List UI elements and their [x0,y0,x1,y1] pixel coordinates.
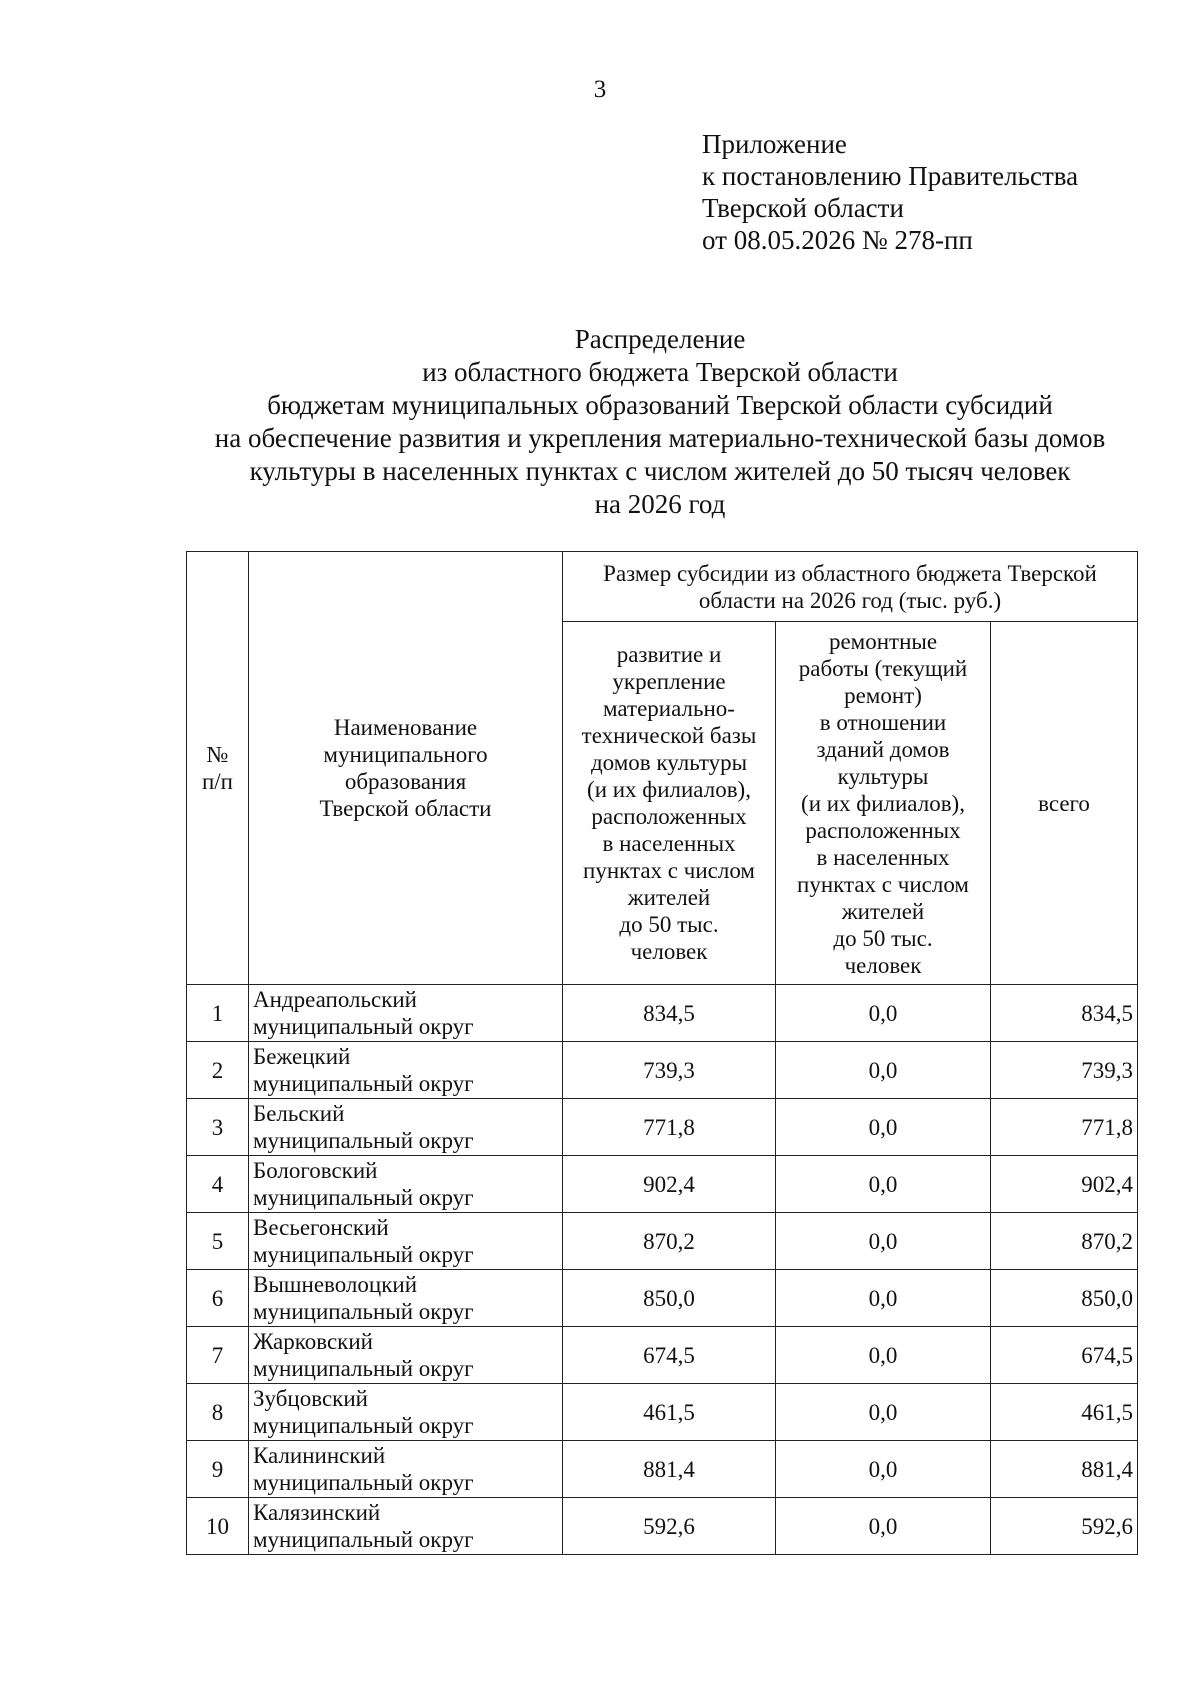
total-amount: 461,5 [991,1384,1138,1441]
repair-amount: 0,0 [776,985,991,1042]
table-row [187,1327,1138,1384]
development-amount: 902,4 [563,1156,776,1213]
repair-amount: 0,0 [776,1498,991,1555]
development-amount: 592,6 [563,1498,776,1555]
header-development: развитие и укрепление материально- технической базы домов культуры (и их филиалов), расположенных в населенных пунктах с числом жителей до 50 тыс. человек [563,622,776,985]
total-amount: 902,4 [991,1156,1138,1213]
appendix-line: от 08.05.2026 № 278-пп [702,225,973,255]
row-number: 4 [187,1156,249,1213]
row-number: 8 [187,1384,249,1441]
row-number: 6 [187,1270,249,1327]
repair-amount: 0,0 [776,1213,991,1270]
total-amount: 592,6 [991,1498,1138,1555]
header-subsidy-amount: Размер субсидии из областного бюджета Тверской области на 2026 год (тыс. руб.) [563,552,1138,622]
development-amount: 834,5 [563,985,776,1042]
appendix-line: Приложение [702,129,847,159]
municipality-name: Зубцовский муниципальный округ [249,1384,563,1441]
repair-amount: 0,0 [776,1384,991,1441]
municipality-name: Бологовский муниципальный округ [249,1156,563,1213]
municipality-name: Калязинский муниципальный округ [249,1498,563,1555]
development-amount: 674,5 [563,1327,776,1384]
total-amount: 834,5 [991,985,1138,1042]
municipality-name: Бельский муниципальный округ [249,1099,563,1156]
header-repair: ремонтные работы (текущий ремонт) в отношении зданий домов культуры (и их филиалов), расположенных в населенных пунктах с числом жителей до 50 тыс. человек [776,622,991,985]
subsidy-table [186,551,1138,1555]
municipality-name: Бежецкий муниципальный округ [249,1042,563,1099]
table-row [187,1270,1138,1327]
row-number: 5 [187,1213,249,1270]
title-line: на обеспечение развития и укрепления материально-технической базы домов [214,423,1106,453]
title-line: культуры в населенных пунктах с числом жителей до 50 тысяч человек [249,456,1071,486]
document-title [160,323,1160,521]
row-number: 1 [187,985,249,1042]
repair-amount: 0,0 [776,1441,991,1498]
repair-amount: 0,0 [776,1042,991,1099]
development-amount: 771,8 [563,1099,776,1156]
table-row [187,1498,1138,1555]
total-amount: 850,0 [991,1270,1138,1327]
municipality-name: Весьегонский муниципальный округ [249,1213,563,1270]
page-number: 3 [593,76,607,103]
header-municipality-name: Наименование муниципального образования Тверской области [249,552,563,985]
development-amount: 461,5 [563,1384,776,1441]
municipality-name: Андреапольский муниципальный округ [249,985,563,1042]
row-number: 3 [187,1099,249,1156]
header-number: № п/п [187,552,249,985]
total-amount: 674,5 [991,1327,1138,1384]
development-amount: 870,2 [563,1213,776,1270]
total-amount: 771,8 [991,1099,1138,1156]
appendix-line: к постановлению Правительства [702,161,1079,191]
appendix-line: Тверской области [702,193,904,223]
development-amount: 881,4 [563,1441,776,1498]
development-amount: 850,0 [563,1270,776,1327]
municipality-name: Вышневолоцкий муниципальный округ [249,1270,563,1327]
row-number: 9 [187,1441,249,1498]
row-number: 7 [187,1327,249,1384]
development-amount: 739,3 [563,1042,776,1099]
title-line: на 2026 год [594,489,726,519]
total-amount: 870,2 [991,1213,1138,1270]
row-number: 2 [187,1042,249,1099]
repair-amount: 0,0 [776,1156,991,1213]
repair-amount: 0,0 [776,1099,991,1156]
total-amount: 881,4 [991,1441,1138,1498]
table-row [187,1099,1138,1156]
repair-amount: 0,0 [776,1270,991,1327]
repair-amount: 0,0 [776,1327,991,1384]
header-total: всего [991,622,1138,985]
appendix-block [702,128,1078,256]
title-line: Распределение [574,324,746,354]
title-line: бюджетам муниципальных образований Тверской области субсидий [267,390,1053,420]
table-row [187,1384,1138,1441]
table-row [187,1156,1138,1213]
table-row [187,1213,1138,1270]
table-row [187,1441,1138,1498]
municipality-name: Жарковский муниципальный округ [249,1327,563,1384]
row-number: 10 [187,1498,249,1555]
total-amount: 739,3 [991,1042,1138,1099]
title-line: из областного бюджета Тверской области [422,357,898,387]
table-row [187,985,1138,1042]
municipality-name: Калининский муниципальный округ [249,1441,563,1498]
table-row [187,1042,1138,1099]
